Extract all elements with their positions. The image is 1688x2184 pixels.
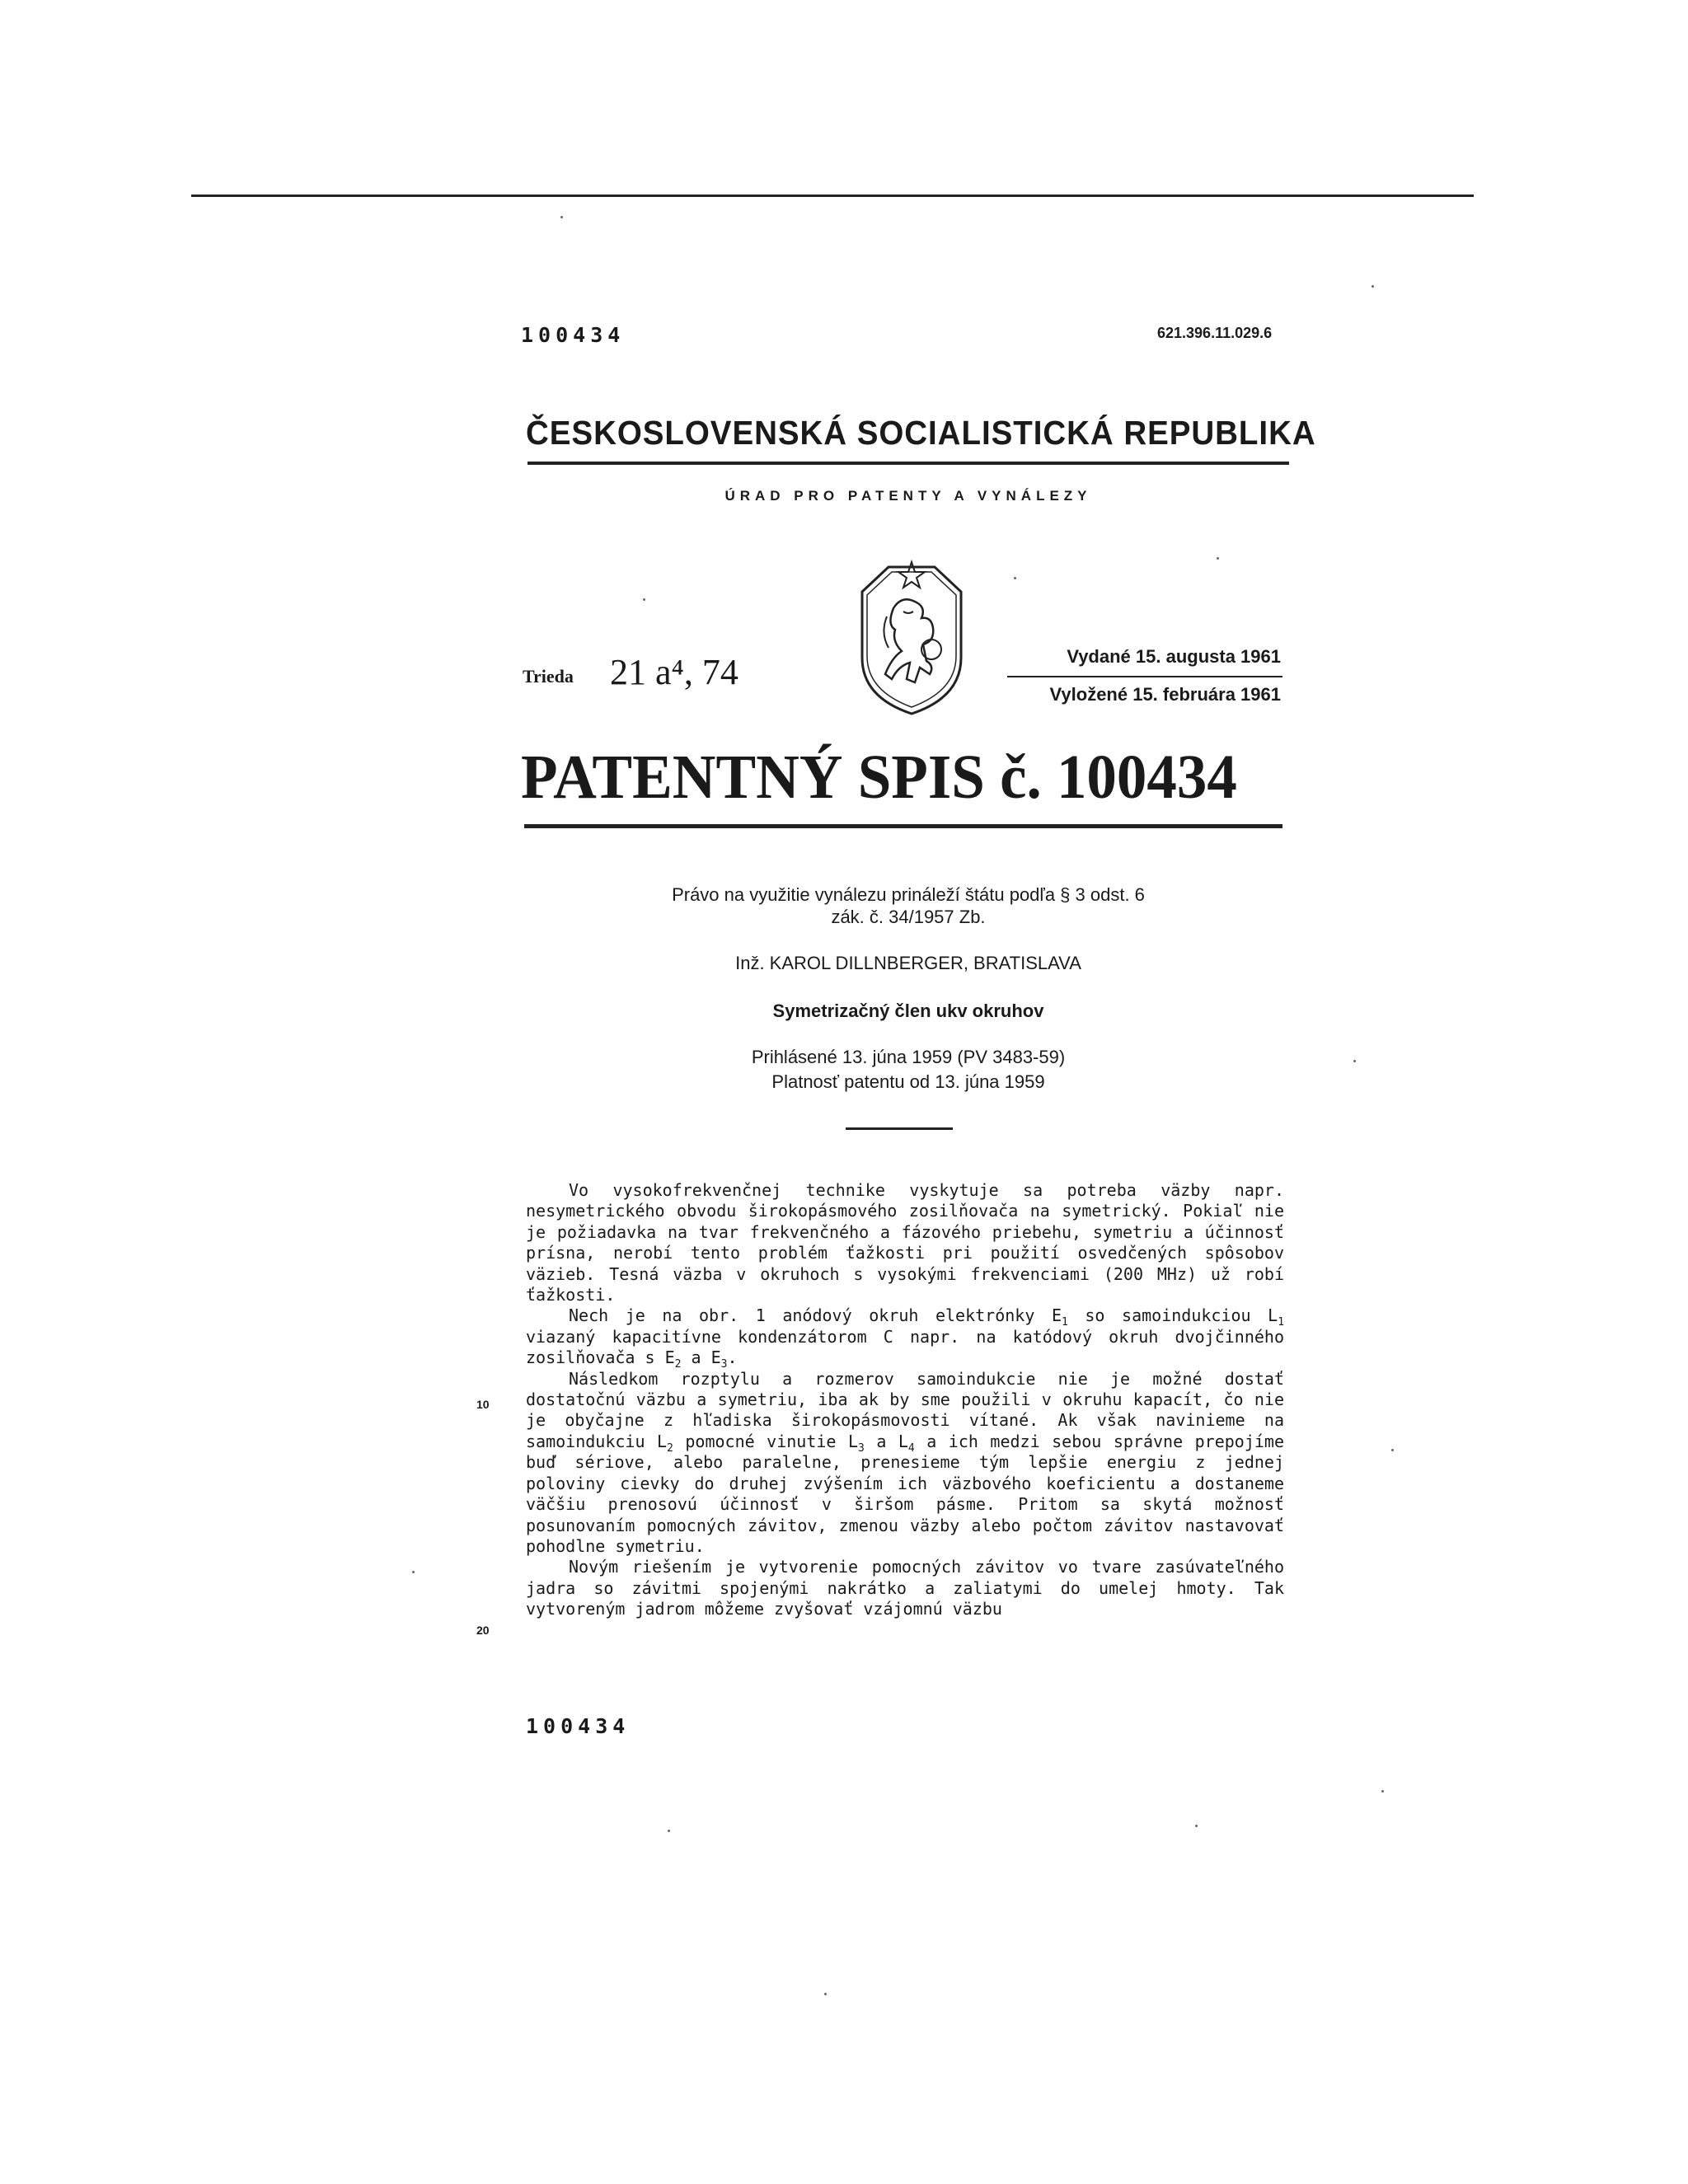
- rights-statement: [528, 883, 1289, 928]
- date-rule: [1007, 676, 1282, 677]
- scan-speck: [1381, 1790, 1384, 1793]
- scan-speck: [1372, 285, 1374, 288]
- scan-speck: [1391, 1449, 1394, 1451]
- filed-date: Prihlásené 13. júna 1959 (PV 3483-59): [751, 1047, 1066, 1067]
- top-rule: [191, 194, 1474, 197]
- filing-info: [528, 1045, 1289, 1094]
- czechoslovak-state-emblem-icon: [856, 559, 968, 717]
- validity-date: Platnosť patentu od 13. júna 1959: [771, 1071, 1045, 1092]
- document-number-bottom: 100434: [526, 1714, 631, 1738]
- title-rule: [524, 824, 1282, 828]
- scan-speck: [668, 1830, 670, 1832]
- body-paragraph-1: Vo vysokofrekvenčnej technike vyskytuje sa potreba väzby napr. nesymetrického obvodu širokopásmového zosilňovača na symetrický. Pokiaľ nie je požiadavka na tvar frekvenčného a fázového priebehu, symetriu a účinnosť prísna, nerobí tento problém ťažkosti pri použití osvedčených spôsobov väzieb. Tesná väzba v okruhoch s vysokými frekvenciami (200 MHz) už robí ťažkosti.: [526, 1180, 1284, 1305]
- body-paragraph-4: Novým riešením je vytvorenie pomocných závitov vo tvare zasúvateľného jadra so závitmi spojenými nakrátko a zaliatymi do umelej hmoty. Tak vytvoreným jadrom môžeme zvyšovať vzájomnú väzbu: [526, 1557, 1284, 1619]
- scan-speck: [1353, 1060, 1356, 1062]
- office-heading: ÚRAD PRO PATENTY A VYNÁLEZY: [724, 488, 1092, 504]
- scan-speck: [1014, 577, 1016, 579]
- rights-line-2: zák. č. 34/1957 Zb.: [831, 907, 986, 927]
- scan-speck: [824, 1993, 827, 1995]
- patent-title: PATENTNÝ SPIS č. 100434: [521, 743, 1237, 812]
- patent-subject: Symetrizačný člen ukv okruhov: [772, 1001, 1044, 1021]
- country-rule: [528, 462, 1289, 465]
- document-number-top: 100434: [521, 323, 626, 347]
- patent-body: [526, 1180, 1284, 1620]
- class-label: Trieda: [523, 666, 574, 687]
- line-number-10: 10: [476, 1398, 490, 1411]
- scan-speck: [1217, 557, 1219, 560]
- scan-speck: [560, 216, 563, 218]
- issued-date: Vydané 15. augusta 1961: [1067, 646, 1281, 667]
- line-number-20: 20: [476, 1624, 490, 1637]
- country-heading: ČESKOSLOVENSKÁ SOCIALISTICKÁ REPUBLIKA: [526, 414, 1316, 452]
- body-paragraph-2: Nech je na obr. 1 anódový okruh elektrónky $E_1$ so samoindukciou $L_1$ viazaný kapacitívne kondenzátorom C napr. na katódový okruh dvojčinného zosilňovača s $E_2$ a $E_3$.: [526, 1305, 1285, 1371]
- scan-speck: [412, 1571, 415, 1573]
- laid-open-date: Vyložené 15. februára 1961: [1049, 684, 1281, 705]
- rights-line-1: Právo na využitie vynálezu prináleží štátu podľa § 3 odst. 6: [672, 884, 1145, 905]
- separator-rule: [846, 1127, 953, 1130]
- scan-speck: [643, 598, 645, 601]
- udc-code: 621.396.11.029.6: [1157, 325, 1273, 341]
- body-paragraph-3: Následkom rozptylu a rozmerov samoindukcie nie je možné dostať dostatočnú väzbu a symetriu, iba ak by sme použili v okruhu kapacít, čo nie je obyčajne z hľadiska širokopásmovosti vítané. Ak však navinieme na samoindukciu $L_2$ pomocné vinutie $L_3$ a $L_4$ a ich medzi sebou správne prepojíme buď sériove, alebo paralelne, prenesieme tým lepšie energiu z jednej poloviny cievky do druhej zvýšením ich väzbového koeficientu a dostaneme väčšiu prenosovú účinnosť v širšom pásme. Pritom sa skytá možnosť posunovaním pomocných závitov, zmenou väzby alebo počtom závitov nastavovať pohodlne symetriu.: [526, 1368, 1284, 1556]
- inventor: Inž. KAROL DILLNBERGER, BRATISLAVA: [735, 953, 1081, 973]
- class-value: 21 a⁴, 74: [610, 652, 738, 692]
- scan-speck: [1195, 1825, 1198, 1827]
